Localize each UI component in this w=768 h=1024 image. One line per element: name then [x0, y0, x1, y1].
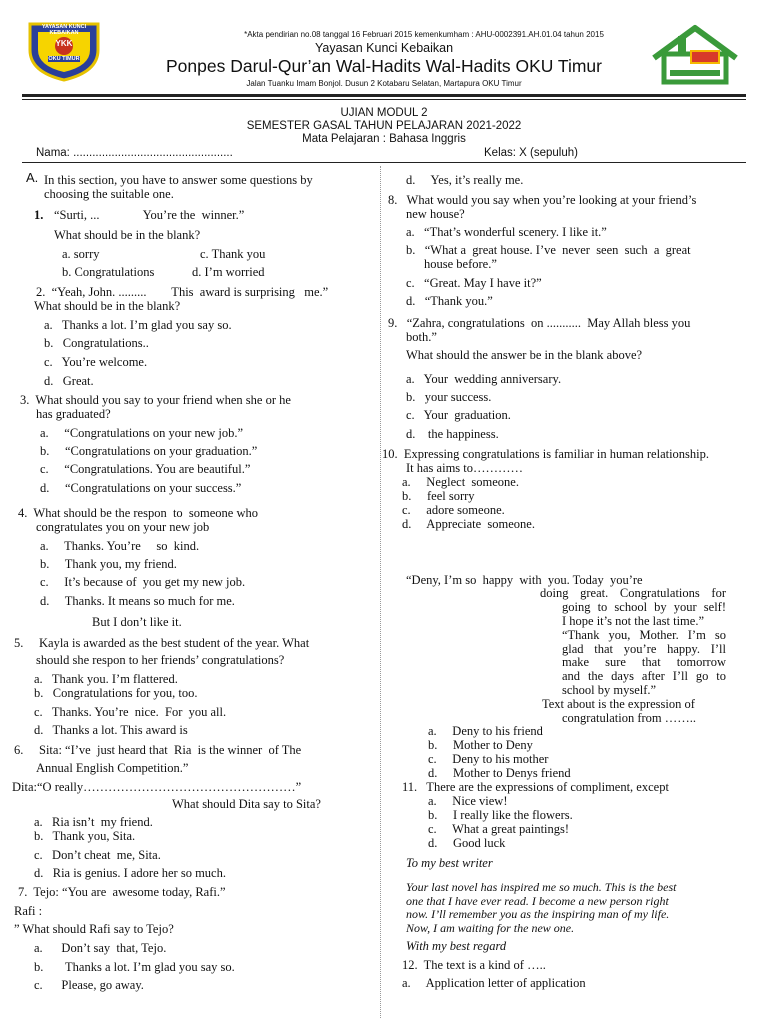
q1-option-b[interactable]: b. Congratulations [62, 265, 155, 279]
q10-option-b[interactable]: b. feel sorry [402, 489, 475, 503]
foundation-name: Yayasan Kunci Kebaikan [314, 41, 454, 55]
q6-option-a[interactable]: a. Ria isn’t my friend. [34, 815, 153, 829]
q6-text-2: Annual English Competition.” [36, 761, 189, 775]
exam-semester: SEMESTER GASAL TAHUN PELAJARAN 2021-2022 [246, 120, 522, 132]
dialogue-option-b[interactable]: b. Mother to Deny [428, 738, 533, 752]
q10-text: 10. Expressing congratulations is familiar in human relationship. [382, 447, 710, 461]
logo-text-center: YKK [55, 39, 73, 48]
legal-note: *Akta pendirian no.08 tanggal 16 Februari 2015 kemenkumham : AHU-0002391.AH.01.04 tahun 2015 [244, 30, 604, 39]
dialogue-option-d[interactable]: d. Mother to Denys friend [428, 766, 571, 780]
q9-option-b[interactable]: b. your success. [406, 390, 492, 404]
q5-option-d[interactable]: d. Thanks a lot. This award is [34, 723, 188, 737]
q2-text: 2. “Yeah, John. ......... This award is surprising me.” [36, 285, 329, 299]
letter-sign-off: With my best regard [406, 939, 507, 953]
q8-text-2: new house? [406, 207, 465, 221]
dialogue-option-a[interactable]: a. Deny to his friend [428, 724, 543, 738]
q6-dialogue: Dita:“O really……………………………………………” [12, 780, 302, 794]
q1-number: 1. [34, 208, 44, 222]
dialogue-option-c[interactable]: c. Deny to his mother [428, 752, 549, 766]
logo-text-bottom: OKU TIMUR [48, 56, 80, 62]
q3-option-c[interactable]: c. “Congratulations. You are beautiful.” [40, 462, 251, 476]
q9-option-a[interactable]: a. Your wedding anniversary. [406, 372, 562, 386]
q12-text: 12. The text is a kind of ….. [402, 958, 546, 972]
q4-option-d-continued: But I don’t like it. [92, 615, 182, 629]
q4-option-a[interactable]: a. Thanks. You’re so kind. [40, 539, 200, 553]
q5-option-c[interactable]: c. Thanks. You’re nice. For you all. [34, 705, 227, 719]
q10-text-2: It has aims to………… [406, 461, 524, 475]
q5-text: 5. Kayla is awarded as the best student of the year. What [14, 636, 310, 650]
q10-option-a[interactable]: a. Neglect someone. [402, 475, 519, 489]
q7-rafi: Rafi : [14, 904, 43, 918]
q9-text-2: both.” [406, 330, 437, 344]
q6-ask: What should Dita say to Sita? [172, 797, 321, 811]
q1-option-c[interactable]: c. Thank you [200, 247, 266, 261]
q2-option-d[interactable]: d. Great. [44, 374, 94, 388]
q8-option-d[interactable]: d. “Thank you.” [406, 294, 493, 308]
letter-greeting: To my best writer [406, 856, 493, 870]
section-a-instruction-2: choosing the suitable one. [44, 187, 174, 201]
q6-option-d-right[interactable]: d. Yes, it’s really me. [406, 173, 524, 187]
q7-option-c[interactable]: c. Please, go away. [34, 978, 144, 992]
letter-body-line-1: Your last novel has inspired me so much. This is the best [406, 880, 677, 894]
dialogue-text-line-1: “Deny, I’m so happy with you. Today you’re [406, 573, 643, 587]
q1-ask: What should be in the blank? [54, 228, 201, 242]
q4-text: 4. What should be the respon to someone who [18, 506, 259, 520]
q5-text-2: should she respon to her friends’ congratulations? [36, 653, 285, 667]
q6-text: 6. Sita: “I’ve just heard that Ria is the winner of The [14, 743, 302, 757]
q7-option-b[interactable]: b. Thanks a lot. I’m glad you say so. [34, 960, 235, 974]
q11-option-c[interactable]: c. What a great paintings! [428, 822, 570, 836]
letter-body-line-3: now. I’ll remember you as the inspiring man of my life. [406, 907, 670, 921]
dialogue-text-line-5: “Thank you, Mother. I’m so [562, 628, 726, 642]
school-address: Jalan Tuanku Imam Bonjol. Dusun 2 Kotabaru Selatan, Martapura OKU Timur [246, 79, 522, 88]
q3-text: 3. What should you say to your friend when she or he [20, 393, 291, 407]
section-a-marker: A. [26, 170, 39, 185]
q3-option-a[interactable]: a. “Congratulations on your new job.” [40, 426, 244, 440]
q8-option-c[interactable]: c. “Great. May I have it?” [406, 276, 542, 290]
class-label: Kelas: X (sepuluh) [484, 147, 578, 159]
q2-option-c[interactable]: c. You’re welcome. [44, 355, 148, 369]
q2-option-b[interactable]: b. Congratulations.. [44, 336, 149, 350]
q12-option-a[interactable]: a. Application letter of application [402, 976, 586, 990]
q1-option-a[interactable]: a. sorry [62, 247, 100, 261]
q10-option-c[interactable]: c. adore someone. [402, 503, 505, 517]
letter-body-line-2: one that I have ever read. I become a new person right [406, 894, 669, 908]
q3-text-2: has graduated? [36, 407, 111, 421]
q10-option-d[interactable]: d. Appreciate someone. [402, 517, 535, 531]
dialogue-text-line-7: make sure that tomorrow [562, 655, 726, 669]
q11-option-a[interactable]: a. Nice view! [428, 794, 508, 808]
dialogue-question-2: congratulation from …….. [562, 711, 696, 725]
q7-text: 7. Tejo: “You are awesome today, Rafi.” [18, 885, 226, 899]
q6-option-c[interactable]: c. Don’t cheat me, Sita. [34, 848, 161, 862]
q9-option-c[interactable]: c. Your graduation. [406, 408, 511, 422]
student-name-field: Nama: .................................................. [36, 147, 233, 159]
dialogue-question: Text about is the expression of [542, 697, 695, 711]
q9-text: 9. “Zahra, congratulations on ........... May Allah bless you [388, 316, 691, 330]
q8-option-b[interactable]: b. “What a great house. I’ve never seen such a great [406, 243, 691, 257]
q4-option-b[interactable]: b. Thank you, my friend. [40, 557, 177, 571]
letter-body-line-4: Now, I am waiting for the new one. [406, 921, 575, 935]
q5-option-b[interactable]: b. Congratulations for you, too. [34, 686, 198, 700]
exam-title: UJIAN MODUL 2 [340, 107, 428, 119]
q11-text: 11. There are the expressions of compliment, except [402, 780, 669, 794]
q1-option-d[interactable]: d. I’m worried [192, 265, 265, 279]
q6-option-b[interactable]: b. Thank you, Sita. [34, 829, 136, 843]
q8-text: 8. What would you say when you’re looking at your friend’s [388, 193, 697, 207]
q8-option-a[interactable]: a. “That’s wonderful scenery. I like it.” [406, 225, 607, 239]
dialogue-text-line-9: school by myself.” [562, 683, 657, 697]
q9-ask: What should the answer be in the blank above? [406, 348, 643, 362]
dialogue-text-line-8: and the days after I’ll go to [562, 669, 726, 683]
section-a-instruction: In this section, you have to answer some questions by [44, 173, 313, 187]
dialogue-text-line-3: going to school by your self! [562, 600, 726, 614]
q11-option-d[interactable]: d. Good luck [428, 836, 506, 850]
logo-text-top: YAYASAN KUNCI KEBAIKAN [41, 24, 87, 36]
q5-option-a[interactable]: a. Thank you. I’m flattered. [34, 672, 178, 686]
q8-option-b-continued: house before.” [424, 257, 497, 271]
dialogue-text-line-6: glad that you’re happy. I’ll [562, 642, 726, 656]
dialogue-text-line-4: I hope it’s not the last time.” [562, 614, 704, 628]
q1-text: “Surti, ... You’re the winner.” [54, 208, 245, 222]
q7-option-a[interactable]: a. Don’t say that, Tejo. [34, 941, 167, 955]
q4-option-d[interactable]: d. Thanks. It means so much for me. [40, 594, 235, 608]
q9-option-d[interactable]: d. the happiness. [406, 427, 499, 441]
school-name: Ponpes Darul-Qur’an Wal-Hadits Wal-Hadits OKU Timur [166, 56, 602, 76]
q3-option-b[interactable]: b. “Congratulations on your graduation.” [40, 444, 258, 458]
q2-ask: What should be in the blank? [34, 299, 181, 313]
dialogue-text-line-2: doing great. Congratulations for [540, 586, 726, 600]
q11-option-b[interactable]: b. I really like the flowers. [428, 808, 573, 822]
exam-subject: Mata Pelajaran : Bahasa Inggris [302, 133, 466, 145]
q3-option-d[interactable]: d. “Congratulations on your success.” [40, 481, 242, 495]
q7-ask: ” What should Rafi say to Tejo? [14, 922, 174, 936]
q4-text-2: congratulates you on your new job [36, 520, 210, 534]
q2-option-a[interactable]: a. Thanks a lot. I’m glad you say so. [44, 318, 232, 332]
q4-option-c[interactable]: c. It’s because of you get my new job. [40, 575, 246, 589]
q6-option-d[interactable]: d. Ria is genius. I adore her so much. [34, 866, 226, 880]
